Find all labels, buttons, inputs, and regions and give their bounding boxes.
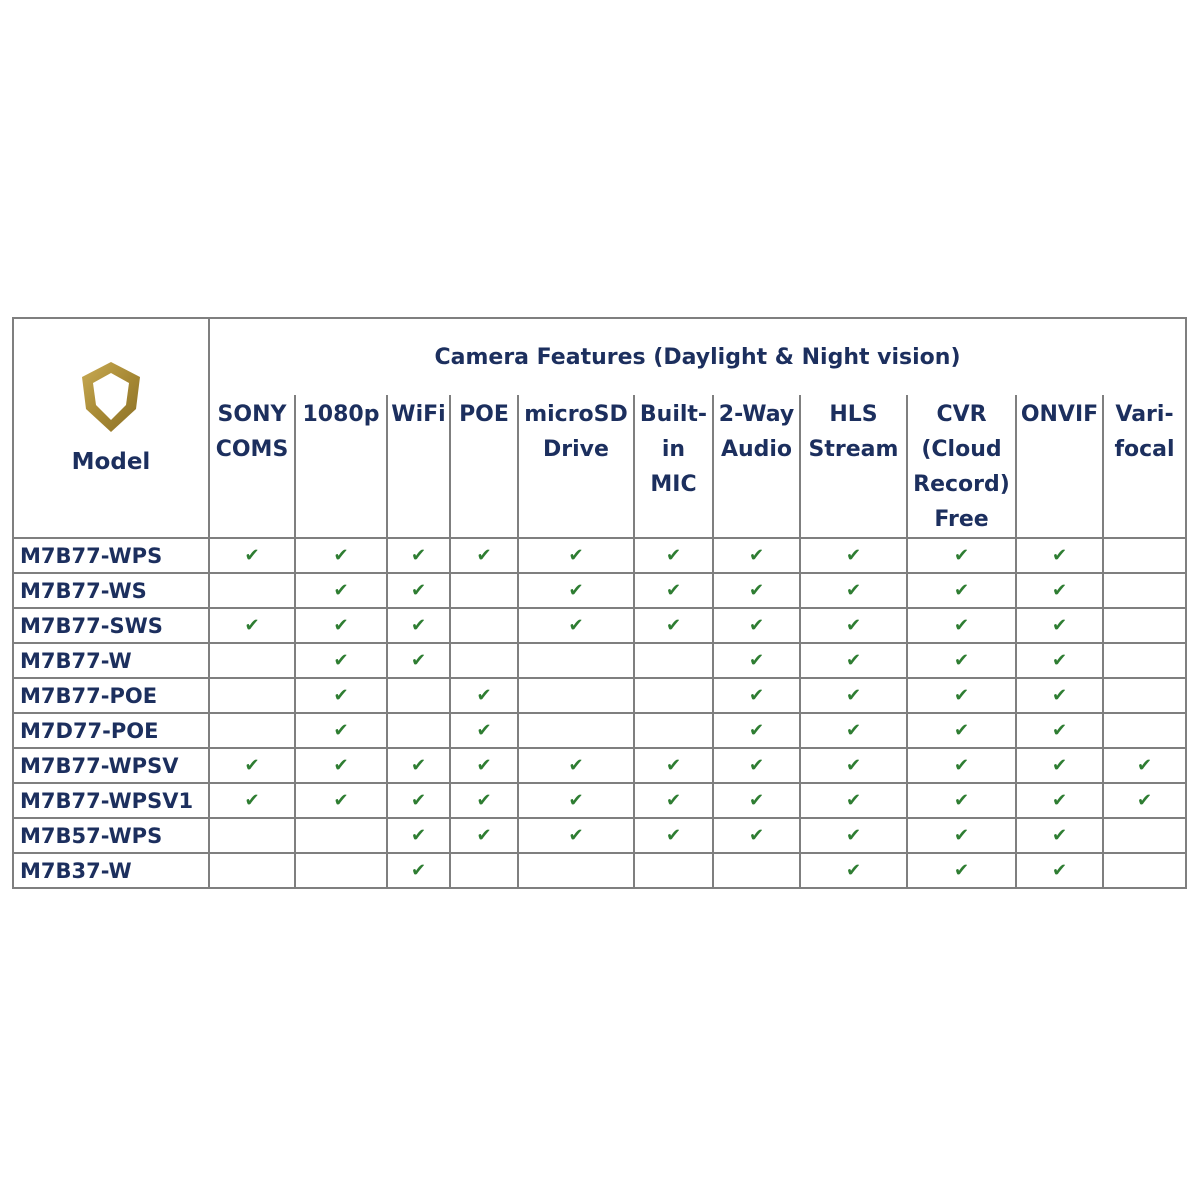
check-icon: ✔ [748, 545, 765, 566]
check-icon: ✔ [953, 650, 970, 671]
feature-header-hls [800, 395, 907, 538]
feature-cell-onvif [1016, 573, 1103, 608]
feature-cell-wifi [387, 748, 450, 783]
feature-header-line: POE [459, 402, 509, 427]
check-icon: ✔ [748, 685, 765, 706]
check-icon: ✔ [333, 790, 349, 811]
feature-header-line: Built- [639, 402, 708, 427]
feature-cell-varifocal [1103, 538, 1186, 573]
feature-cell-mic [634, 853, 713, 888]
feature-cell-varifocal [1103, 608, 1186, 643]
feature-header-wifi [387, 395, 450, 538]
check-icon: ✔ [665, 825, 682, 846]
check-icon: ✔ [244, 615, 260, 636]
feature-cell-mic [634, 818, 713, 853]
check-icon: ✔ [748, 650, 765, 671]
check-icon: ✔ [665, 755, 682, 776]
feature-cell-sony [209, 538, 295, 573]
feature-cell-p1080 [295, 678, 387, 713]
check-icon: ✔ [665, 790, 682, 811]
table-body [13, 538, 1186, 888]
check-icon: ✔ [953, 545, 970, 566]
table-row [13, 643, 1186, 678]
check-icon: ✔ [845, 545, 862, 566]
feature-cell-wifi [387, 818, 450, 853]
feature-cell-poe [450, 608, 518, 643]
check-icon: ✔ [665, 615, 682, 636]
check-icon: ✔ [953, 615, 970, 636]
check-icon: ✔ [1051, 755, 1068, 776]
check-icon: ✔ [410, 580, 427, 601]
feature-header-line: HLS [829, 402, 878, 427]
model-name-cell: M7B77-WPS [13, 538, 209, 573]
group-header-row [13, 318, 1186, 395]
feature-cell-cvr [907, 748, 1016, 783]
check-icon: ✔ [476, 755, 492, 776]
check-icon: ✔ [333, 650, 349, 671]
feature-header-line: Stream [808, 437, 899, 462]
logo-icon [78, 359, 144, 435]
check-icon: ✔ [1136, 790, 1153, 811]
table-row [13, 713, 1186, 748]
feature-header-line: CVR [936, 402, 987, 427]
check-icon: ✔ [665, 545, 682, 566]
feature-cell-hls [800, 678, 907, 713]
check-icon: ✔ [1051, 790, 1068, 811]
check-icon: ✔ [953, 860, 970, 881]
feature-cell-wifi [387, 783, 450, 818]
feature-cell-wifi [387, 538, 450, 573]
feature-cell-p1080 [295, 783, 387, 818]
feature-cell-hls [800, 713, 907, 748]
feature-cell-onvif [1016, 783, 1103, 818]
table-row [13, 678, 1186, 713]
model-name-cell: M7B37-W [13, 853, 209, 888]
feature-cell-sony [209, 643, 295, 678]
check-icon: ✔ [845, 825, 862, 846]
feature-cell-sony [209, 818, 295, 853]
check-icon: ✔ [1051, 545, 1068, 566]
feature-cell-microsd [518, 538, 634, 573]
feature-header-onvif [1016, 395, 1103, 538]
check-icon: ✔ [748, 790, 765, 811]
check-icon: ✔ [410, 650, 427, 671]
check-icon: ✔ [953, 685, 970, 706]
feature-header-line: 1080p [302, 402, 380, 427]
table-row [13, 783, 1186, 818]
check-icon: ✔ [845, 580, 862, 601]
feature-header-line: ONVIF [1020, 402, 1099, 427]
feature-cell-cvr [907, 713, 1016, 748]
feature-header-line: SONY [217, 402, 287, 427]
feature-cell-wifi [387, 573, 450, 608]
check-icon: ✔ [1051, 685, 1068, 706]
feature-cell-audio [713, 783, 800, 818]
check-icon: ✔ [748, 720, 765, 741]
check-icon: ✔ [410, 825, 427, 846]
check-icon: ✔ [748, 755, 765, 776]
model-name-cell: M7B77-W [13, 643, 209, 678]
model-header-cell [13, 318, 209, 538]
feature-cell-microsd [518, 678, 634, 713]
check-icon: ✔ [568, 825, 584, 846]
feature-header-line: WiFi [391, 402, 446, 427]
check-icon: ✔ [568, 615, 584, 636]
feature-cell-p1080 [295, 818, 387, 853]
feature-cell-mic [634, 538, 713, 573]
feature-cell-hls [800, 538, 907, 573]
model-name-cell: M7B77-WPSV [13, 748, 209, 783]
feature-cell-microsd [518, 643, 634, 678]
feature-cell-onvif [1016, 678, 1103, 713]
feature-cell-hls [800, 783, 907, 818]
feature-cell-sony [209, 573, 295, 608]
feature-cell-poe [450, 713, 518, 748]
table-row [13, 818, 1186, 853]
feature-header-sony [209, 395, 295, 538]
check-icon: ✔ [748, 580, 765, 601]
feature-cell-sony [209, 678, 295, 713]
feature-cell-onvif [1016, 643, 1103, 678]
check-icon: ✔ [568, 790, 584, 811]
check-icon: ✔ [845, 615, 862, 636]
check-icon: ✔ [333, 755, 349, 776]
feature-cell-wifi [387, 853, 450, 888]
feature-header-line: MIC [650, 472, 697, 497]
feature-cell-cvr [907, 818, 1016, 853]
table-row [13, 573, 1186, 608]
feature-cell-onvif [1016, 853, 1103, 888]
feature-cell-microsd [518, 573, 634, 608]
camera-features-title: Camera Features (Daylight & Night vision) [209, 318, 1186, 395]
feature-cell-onvif [1016, 748, 1103, 783]
feature-header-mic [634, 395, 713, 538]
camera-features-table [12, 317, 1187, 889]
feature-cell-poe [450, 643, 518, 678]
feature-cell-p1080 [295, 713, 387, 748]
check-icon: ✔ [665, 580, 682, 601]
feature-cell-poe [450, 678, 518, 713]
feature-cell-sony [209, 783, 295, 818]
feature-cell-mic [634, 783, 713, 818]
feature-cell-audio [713, 713, 800, 748]
feature-cell-cvr [907, 783, 1016, 818]
check-icon: ✔ [1051, 580, 1068, 601]
check-icon: ✔ [1051, 825, 1068, 846]
feature-cell-onvif [1016, 538, 1103, 573]
feature-cell-sony [209, 853, 295, 888]
feature-cell-p1080 [295, 608, 387, 643]
check-icon: ✔ [333, 545, 349, 566]
feature-cell-microsd [518, 713, 634, 748]
feature-cell-cvr [907, 678, 1016, 713]
check-icon: ✔ [953, 580, 970, 601]
feature-cell-mic [634, 608, 713, 643]
feature-cell-microsd [518, 748, 634, 783]
model-name-cell: M7B57-WPS [13, 818, 209, 853]
check-icon: ✔ [748, 825, 765, 846]
feature-cell-microsd [518, 853, 634, 888]
feature-cell-varifocal [1103, 853, 1186, 888]
feature-cell-p1080 [295, 643, 387, 678]
feature-header-line: Audio [720, 437, 793, 462]
table-row [13, 538, 1186, 573]
feature-cell-poe [450, 783, 518, 818]
check-icon: ✔ [410, 545, 427, 566]
check-icon: ✔ [476, 720, 492, 741]
feature-cell-microsd [518, 783, 634, 818]
feature-cell-hls [800, 643, 907, 678]
feature-header-poe [450, 395, 518, 538]
feature-header-cvr [907, 395, 1016, 538]
check-icon: ✔ [845, 685, 862, 706]
feature-header-line: (Cloud [921, 437, 1002, 462]
check-icon: ✔ [1051, 615, 1068, 636]
feature-cell-poe [450, 748, 518, 783]
feature-cell-onvif [1016, 818, 1103, 853]
check-icon: ✔ [244, 755, 260, 776]
check-icon: ✔ [410, 860, 427, 881]
feature-header-line: focal [1114, 437, 1175, 462]
feature-cell-cvr [907, 608, 1016, 643]
check-icon: ✔ [845, 755, 862, 776]
feature-cell-hls [800, 818, 907, 853]
feature-header-line: Drive [543, 437, 609, 462]
feature-cell-audio [713, 853, 800, 888]
model-name-cell: M7B77-WPSV1 [13, 783, 209, 818]
feature-cell-mic [634, 643, 713, 678]
check-icon: ✔ [845, 650, 862, 671]
feature-cell-poe [450, 573, 518, 608]
feature-cell-varifocal [1103, 818, 1186, 853]
check-icon: ✔ [845, 720, 862, 741]
feature-cell-p1080 [295, 538, 387, 573]
check-icon: ✔ [476, 685, 492, 706]
check-icon: ✔ [244, 545, 260, 566]
feature-cell-onvif [1016, 713, 1103, 748]
feature-cell-audio [713, 748, 800, 783]
feature-cell-mic [634, 678, 713, 713]
feature-cell-audio [713, 678, 800, 713]
feature-cell-poe [450, 818, 518, 853]
check-icon: ✔ [568, 755, 584, 776]
check-icon: ✔ [953, 720, 970, 741]
feature-cell-mic [634, 713, 713, 748]
feature-header-line: Free [934, 507, 989, 532]
feature-cell-sony [209, 608, 295, 643]
check-icon: ✔ [845, 860, 862, 881]
feature-cell-audio [713, 573, 800, 608]
feature-cell-onvif [1016, 608, 1103, 643]
check-icon: ✔ [410, 755, 427, 776]
feature-cell-varifocal [1103, 643, 1186, 678]
feature-cell-varifocal [1103, 678, 1186, 713]
feature-header-audio [713, 395, 800, 538]
feature-header-line: microSD [524, 402, 628, 427]
feature-cell-poe [450, 853, 518, 888]
check-icon: ✔ [410, 615, 427, 636]
feature-cell-audio [713, 818, 800, 853]
feature-cell-cvr [907, 643, 1016, 678]
table-row [13, 608, 1186, 643]
check-icon: ✔ [953, 755, 970, 776]
feature-cell-cvr [907, 538, 1016, 573]
feature-cell-audio [713, 643, 800, 678]
check-icon: ✔ [410, 790, 427, 811]
check-icon: ✔ [748, 615, 765, 636]
feature-cell-wifi [387, 643, 450, 678]
feature-cell-varifocal [1103, 783, 1186, 818]
table-row [13, 853, 1186, 888]
feature-header-line: in [661, 437, 686, 462]
check-icon: ✔ [476, 825, 492, 846]
check-icon: ✔ [568, 580, 584, 601]
feature-cell-cvr [907, 573, 1016, 608]
feature-cell-microsd [518, 818, 634, 853]
feature-cell-hls [800, 608, 907, 643]
model-label: Model [71, 449, 151, 475]
model-name-cell: M7B77-WS [13, 573, 209, 608]
feature-cell-microsd [518, 608, 634, 643]
check-icon: ✔ [333, 685, 349, 706]
feature-cell-cvr [907, 853, 1016, 888]
feature-cell-poe [450, 538, 518, 573]
feature-cell-audio [713, 608, 800, 643]
feature-cell-sony [209, 748, 295, 783]
check-icon: ✔ [1051, 650, 1068, 671]
table-row [13, 748, 1186, 783]
feature-cell-p1080 [295, 573, 387, 608]
check-icon: ✔ [845, 790, 862, 811]
feature-cell-wifi [387, 608, 450, 643]
feature-cell-sony [209, 713, 295, 748]
feature-cell-hls [800, 748, 907, 783]
feature-cell-varifocal [1103, 748, 1186, 783]
check-icon: ✔ [568, 545, 584, 566]
model-name-cell: M7B77-SWS [13, 608, 209, 643]
feature-cell-varifocal [1103, 573, 1186, 608]
feature-cell-mic [634, 573, 713, 608]
feature-header-microsd [518, 395, 634, 538]
feature-cell-p1080 [295, 748, 387, 783]
feature-cell-wifi [387, 713, 450, 748]
feature-header-line: 2-Way [718, 402, 795, 427]
feature-header-varifocal [1103, 395, 1186, 538]
feature-header-line: COMS [215, 437, 289, 462]
feature-cell-audio [713, 538, 800, 573]
feature-cell-varifocal [1103, 713, 1186, 748]
check-icon: ✔ [1051, 860, 1068, 881]
check-icon: ✔ [476, 545, 492, 566]
feature-cell-p1080 [295, 853, 387, 888]
feature-header-p1080 [295, 395, 387, 538]
check-icon: ✔ [1051, 720, 1068, 741]
feature-cell-hls [800, 853, 907, 888]
check-icon: ✔ [333, 580, 349, 601]
check-icon: ✔ [1136, 755, 1153, 776]
model-name-cell: M7D77-POE [13, 713, 209, 748]
check-icon: ✔ [953, 825, 970, 846]
check-icon: ✔ [953, 790, 970, 811]
feature-header-line: Record) [913, 472, 1010, 497]
feature-header-line: Vari- [1115, 402, 1174, 427]
feature-cell-mic [634, 748, 713, 783]
check-icon: ✔ [476, 790, 492, 811]
check-icon: ✔ [244, 790, 260, 811]
check-icon: ✔ [333, 720, 349, 741]
check-icon: ✔ [333, 615, 349, 636]
model-name-cell: M7B77-POE [13, 678, 209, 713]
feature-cell-hls [800, 573, 907, 608]
feature-cell-wifi [387, 678, 450, 713]
